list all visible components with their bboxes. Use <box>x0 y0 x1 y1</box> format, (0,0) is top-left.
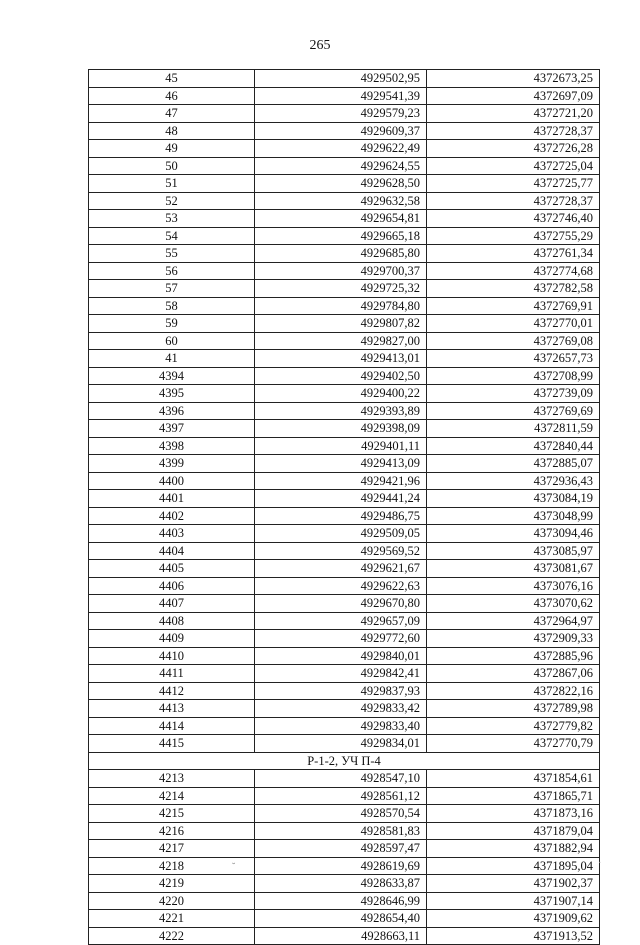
table-row <box>89 70 600 88</box>
y-coordinate-cell: 4371854,61 <box>427 770 600 788</box>
x-coordinate-cell: 4929628,50 <box>255 175 427 193</box>
x-coordinate-cell: 4929402,50 <box>255 367 427 385</box>
x-coordinate-cell: 4928646,99 <box>255 892 427 910</box>
x-coordinate-cell: 4929833,42 <box>255 700 427 718</box>
y-coordinate-cell: 4371879,04 <box>427 822 600 840</box>
point-number-cell: 4409 <box>89 630 255 648</box>
table-row <box>89 560 600 578</box>
y-coordinate-cell: 4371895,04 <box>427 857 600 875</box>
y-coordinate-cell: 4372779,82 <box>427 717 600 735</box>
y-coordinate-cell: 4373085,97 <box>427 542 600 560</box>
table-row <box>89 717 600 735</box>
table-row <box>89 402 600 420</box>
section-title: Р-1-2, УЧ П-4 <box>89 752 600 770</box>
y-coordinate-cell: 4372725,04 <box>427 157 600 175</box>
y-coordinate-cell: 4372769,91 <box>427 297 600 315</box>
table-row <box>89 437 600 455</box>
y-coordinate-cell: 4372770,01 <box>427 315 600 333</box>
table-row <box>89 927 600 945</box>
table-row <box>89 630 600 648</box>
y-coordinate-cell: 4371902,37 <box>427 875 600 893</box>
x-coordinate-cell: 4929413,09 <box>255 455 427 473</box>
table-row <box>89 490 600 508</box>
y-coordinate-cell: 4371907,14 <box>427 892 600 910</box>
y-coordinate-cell: 4372885,07 <box>427 455 600 473</box>
table-row <box>89 647 600 665</box>
x-coordinate-cell: 4929657,09 <box>255 612 427 630</box>
table-row <box>89 735 600 753</box>
point-number-cell: 54 <box>89 227 255 245</box>
table-row <box>89 507 600 525</box>
point-number-cell: 4217 <box>89 840 255 858</box>
point-number-cell: 4403 <box>89 525 255 543</box>
table-row <box>89 105 600 123</box>
x-coordinate-cell: 4929807,82 <box>255 315 427 333</box>
y-coordinate-cell: 4372774,68 <box>427 262 600 280</box>
x-coordinate-cell: 4929837,93 <box>255 682 427 700</box>
point-number-cell: 4395 <box>89 385 255 403</box>
x-coordinate-cell: 4929486,75 <box>255 507 427 525</box>
y-coordinate-cell: 4372721,20 <box>427 105 600 123</box>
point-number-cell: 4222 <box>89 927 255 945</box>
point-number-cell: 58 <box>89 297 255 315</box>
y-coordinate-cell: 4372697,09 <box>427 87 600 105</box>
point-number-cell: 4215 <box>89 805 255 823</box>
point-number-cell: 4410 <box>89 647 255 665</box>
y-coordinate-cell: 4372936,43 <box>427 472 600 490</box>
y-coordinate-cell: 4373094,46 <box>427 525 600 543</box>
table-row <box>89 385 600 403</box>
point-number-cell: 50 <box>89 157 255 175</box>
y-coordinate-cell: 4371865,71 <box>427 787 600 805</box>
y-coordinate-cell: 4372755,29 <box>427 227 600 245</box>
y-coordinate-cell: 4371909,62 <box>427 910 600 928</box>
x-coordinate-cell: 4929670,80 <box>255 595 427 613</box>
x-coordinate-cell: 4929834,01 <box>255 735 427 753</box>
x-coordinate-cell: 4929579,23 <box>255 105 427 123</box>
point-number-cell: 4214 <box>89 787 255 805</box>
point-number-cell: 48 <box>89 122 255 140</box>
y-coordinate-cell: 4372739,09 <box>427 385 600 403</box>
point-number-cell: 56 <box>89 262 255 280</box>
table-row <box>89 542 600 560</box>
point-number-cell: 49 <box>89 140 255 158</box>
point-number-cell: 4218 <box>89 857 255 875</box>
table-row <box>89 472 600 490</box>
scan-speck: ˘ <box>232 862 236 873</box>
page-number: 265 <box>309 38 331 53</box>
table-row <box>89 315 600 333</box>
table-row <box>89 875 600 893</box>
x-coordinate-cell: 4929632,58 <box>255 192 427 210</box>
table-row <box>89 140 600 158</box>
x-coordinate-cell: 4929502,95 <box>255 70 427 88</box>
point-number-cell: 46 <box>89 87 255 105</box>
point-number-cell: 4398 <box>89 437 255 455</box>
table-row <box>89 892 600 910</box>
x-coordinate-cell: 4929413,01 <box>255 350 427 368</box>
table-row <box>89 332 600 350</box>
x-coordinate-cell: 4929700,37 <box>255 262 427 280</box>
point-number-cell: 4408 <box>89 612 255 630</box>
x-coordinate-cell: 4929624,55 <box>255 157 427 175</box>
x-coordinate-cell: 4928581,83 <box>255 822 427 840</box>
y-coordinate-cell: 4372909,33 <box>427 630 600 648</box>
y-coordinate-cell: 4372769,08 <box>427 332 600 350</box>
point-number-cell: 4411 <box>89 665 255 683</box>
x-coordinate-cell: 4929401,11 <box>255 437 427 455</box>
table-row <box>89 122 600 140</box>
table-row <box>89 805 600 823</box>
y-coordinate-cell: 4372840,44 <box>427 437 600 455</box>
y-coordinate-cell: 4372770,79 <box>427 735 600 753</box>
x-coordinate-cell: 4928663,11 <box>255 927 427 945</box>
x-coordinate-cell: 4928561,12 <box>255 787 427 805</box>
x-coordinate-cell: 4929622,49 <box>255 140 427 158</box>
point-number-cell: 4415 <box>89 735 255 753</box>
x-coordinate-cell: 4928633,87 <box>255 875 427 893</box>
x-coordinate-cell: 4929842,41 <box>255 665 427 683</box>
table-row <box>89 682 600 700</box>
table-row <box>89 262 600 280</box>
point-number-cell: 52 <box>89 192 255 210</box>
x-coordinate-cell: 4929393,89 <box>255 402 427 420</box>
point-number-cell: 57 <box>89 280 255 298</box>
point-number-cell: 4220 <box>89 892 255 910</box>
x-coordinate-cell: 4929685,80 <box>255 245 427 263</box>
x-coordinate-cell: 4928654,40 <box>255 910 427 928</box>
y-coordinate-cell: 4372726,28 <box>427 140 600 158</box>
x-coordinate-cell: 4929569,52 <box>255 542 427 560</box>
y-coordinate-cell: 4372725,77 <box>427 175 600 193</box>
y-coordinate-cell: 4372728,37 <box>427 192 600 210</box>
table-row <box>89 175 600 193</box>
table-row <box>89 227 600 245</box>
y-coordinate-cell: 4371882,94 <box>427 840 600 858</box>
point-number-cell: 4394 <box>89 367 255 385</box>
table-row <box>89 157 600 175</box>
point-number-cell: 4407 <box>89 595 255 613</box>
y-coordinate-cell: 4373084,19 <box>427 490 600 508</box>
y-coordinate-cell: 4371913,52 <box>427 927 600 945</box>
x-coordinate-cell: 4928570,54 <box>255 805 427 823</box>
x-coordinate-cell: 4929398,09 <box>255 420 427 438</box>
point-number-cell: 4405 <box>89 560 255 578</box>
coordinates-table <box>88 69 600 945</box>
point-number-cell: 45 <box>89 70 255 88</box>
point-number-cell: 47 <box>89 105 255 123</box>
y-coordinate-cell: 4373070,62 <box>427 595 600 613</box>
x-coordinate-cell: 4929421,96 <box>255 472 427 490</box>
point-number-cell: 4216 <box>89 822 255 840</box>
y-coordinate-cell: 4372867,06 <box>427 665 600 683</box>
y-coordinate-cell: 4372964,97 <box>427 612 600 630</box>
table-row <box>89 367 600 385</box>
table-row <box>89 525 600 543</box>
table-row <box>89 420 600 438</box>
point-number-cell: 4400 <box>89 472 255 490</box>
point-number-cell: 4213 <box>89 770 255 788</box>
x-coordinate-cell: 4929840,01 <box>255 647 427 665</box>
y-coordinate-cell: 4372789,98 <box>427 700 600 718</box>
x-coordinate-cell: 4929509,05 <box>255 525 427 543</box>
x-coordinate-cell: 4929827,00 <box>255 332 427 350</box>
x-coordinate-cell: 4928547,10 <box>255 770 427 788</box>
coordinates-table-body <box>89 70 600 945</box>
point-number-cell: 51 <box>89 175 255 193</box>
point-number-cell: 4402 <box>89 507 255 525</box>
point-number-cell: 4412 <box>89 682 255 700</box>
y-coordinate-cell: 4372746,40 <box>427 210 600 228</box>
table-row <box>89 787 600 805</box>
x-coordinate-cell: 4929665,18 <box>255 227 427 245</box>
table-row <box>89 665 600 683</box>
y-coordinate-cell: 4373076,16 <box>427 577 600 595</box>
table-row <box>89 840 600 858</box>
y-coordinate-cell: 4372708,99 <box>427 367 600 385</box>
table-row <box>89 350 600 368</box>
table-row <box>89 280 600 298</box>
table-row <box>89 245 600 263</box>
table-row <box>89 595 600 613</box>
table-row <box>89 612 600 630</box>
y-coordinate-cell: 4371873,16 <box>427 805 600 823</box>
table-row <box>89 577 600 595</box>
point-number-cell: 59 <box>89 315 255 333</box>
x-coordinate-cell: 4929772,60 <box>255 630 427 648</box>
table-row <box>89 910 600 928</box>
table-row <box>89 770 600 788</box>
y-coordinate-cell: 4373081,67 <box>427 560 600 578</box>
point-number-cell: 4219 <box>89 875 255 893</box>
point-number-cell: 4414 <box>89 717 255 735</box>
table-row <box>89 192 600 210</box>
y-coordinate-cell: 4372782,58 <box>427 280 600 298</box>
x-coordinate-cell: 4929833,40 <box>255 717 427 735</box>
x-coordinate-cell: 4929609,37 <box>255 122 427 140</box>
point-number-cell: 4404 <box>89 542 255 560</box>
section-header-row <box>89 752 600 770</box>
x-coordinate-cell: 4929725,32 <box>255 280 427 298</box>
x-coordinate-cell: 4928619,69 <box>255 857 427 875</box>
table-row <box>89 87 600 105</box>
x-coordinate-cell: 4928597,47 <box>255 840 427 858</box>
y-coordinate-cell: 4372657,73 <box>427 350 600 368</box>
x-coordinate-cell: 4929621,67 <box>255 560 427 578</box>
table-row <box>89 822 600 840</box>
table-row <box>89 700 600 718</box>
y-coordinate-cell: 4372673,25 <box>427 70 600 88</box>
y-coordinate-cell: 4372822,16 <box>427 682 600 700</box>
point-number-cell: 53 <box>89 210 255 228</box>
y-coordinate-cell: 4372769,69 <box>427 402 600 420</box>
point-number-cell: 41 <box>89 350 255 368</box>
table-row <box>89 857 600 875</box>
x-coordinate-cell: 4929622,63 <box>255 577 427 595</box>
table-row <box>89 210 600 228</box>
point-number-cell: 4406 <box>89 577 255 595</box>
x-coordinate-cell: 4929784,80 <box>255 297 427 315</box>
table-row <box>89 297 600 315</box>
point-number-cell: 4221 <box>89 910 255 928</box>
y-coordinate-cell: 4372761,34 <box>427 245 600 263</box>
point-number-cell: 60 <box>89 332 255 350</box>
point-number-cell: 55 <box>89 245 255 263</box>
y-coordinate-cell: 4372885,96 <box>427 647 600 665</box>
x-coordinate-cell: 4929541,39 <box>255 87 427 105</box>
point-number-cell: 4413 <box>89 700 255 718</box>
x-coordinate-cell: 4929654,81 <box>255 210 427 228</box>
scan-speck: · <box>598 858 602 869</box>
y-coordinate-cell: 4372811,59 <box>427 420 600 438</box>
x-coordinate-cell: 4929400,22 <box>255 385 427 403</box>
table-row <box>89 455 600 473</box>
point-number-cell: 4399 <box>89 455 255 473</box>
point-number-cell: 4397 <box>89 420 255 438</box>
y-coordinate-cell: 4373048,99 <box>427 507 600 525</box>
point-number-cell: 4396 <box>89 402 255 420</box>
x-coordinate-cell: 4929441,24 <box>255 490 427 508</box>
point-number-cell: 4401 <box>89 490 255 508</box>
y-coordinate-cell: 4372728,37 <box>427 122 600 140</box>
